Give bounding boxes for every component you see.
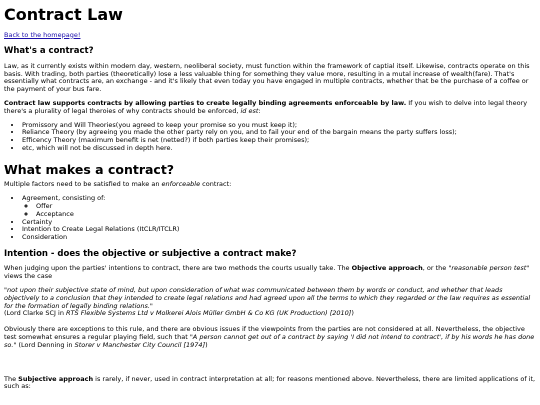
text: contract: — [200, 180, 232, 189]
text: Obviously there are exceptions to this rule, and there are obvious issues if the viewpoints from the parties are not considered at all. Nevertheless, the objective test somewhat ensures a regular playing field, such that — [4, 325, 525, 341]
italic-text: id est — [240, 106, 259, 115]
list-item-label: Agreement, consisting of: — [22, 194, 106, 203]
spacer — [4, 356, 536, 376]
text: ) — [351, 309, 354, 318]
list-item: • Intention to Create Legal Relations (ItCLR/ITCLR) — [22, 226, 536, 234]
list-item: • Reliance Theory (by agreeing you made the other party rely on you, and to fail your end of the bargain means the party suffers loss); — [22, 129, 536, 137]
list-item: • Consideration — [22, 234, 536, 242]
paragraph-contract-definition: Law, as it currently exists within modern day, western, neoliberal society, must function within the framework of captial itself. Likewise, contracts operate on this basis. With trading, both parties (theoretically) lose a less valuable thing for something they value more, resulting in a mutal increase of wealth(fare). That's essentially what contracts are, an exchange - and it's likely that even today you have engaged in multiple contracts, whether that be the purchase of a coffee or the payment of your bus fare. — [4, 61, 530, 94]
text: Multiple factors need to be satisfied to make an — [4, 180, 162, 189]
italic-text: Storer v Manchester City Council [1974] — [74, 340, 206, 349]
list-item: • Efficency Theory (maximum benefit is net (netted?) if both parties keep their promises); — [22, 137, 536, 145]
agreement-sublist — [22, 203, 536, 219]
paragraph-exceptions — [4, 326, 536, 349]
paragraph-factors-intro — [4, 181, 536, 189]
paragraph-contract-law-support — [4, 100, 536, 116]
text: When judging upon the parties' intentions to contract, there are two methods the courts usually take. The — [4, 264, 352, 273]
text: The — [4, 374, 19, 383]
italic-text: RTS Flexible Systems Ltd v Molkerei Alois Müller GmbH & Co KG (UK Production) [2010] — [66, 309, 352, 318]
list-item — [22, 195, 536, 218]
text: : — [258, 106, 261, 115]
text: is rarely, if never, used in contract interpretation at all; for reasons mentioned above. Nevertheless, there are limited applications of it, such as: — [4, 374, 536, 391]
back-to-homepage-link[interactable]: Back to the homepage! — [4, 30, 81, 39]
text: (Lord Denning in — [16, 340, 75, 349]
bold-text: Contract law supports contracts by allowing parties to create legally binding agreements enforceable by law. — [4, 98, 407, 107]
page-title: Contract Law — [4, 5, 123, 24]
section-heading-whats-a-contract: What's a contract? — [4, 46, 94, 57]
back-link-paragraph — [4, 32, 536, 40]
text: , or the — [422, 264, 449, 273]
bold-text: Objective approach — [351, 264, 423, 273]
italic-text: enforceable — [161, 180, 201, 189]
section-heading-what-makes-a-contract: What makes a contract? — [4, 161, 175, 177]
list-item: • Certainty — [22, 219, 536, 227]
sublist-item: ◦ Acceptance — [36, 211, 536, 219]
italic-text: "reasonable person test" — [448, 264, 530, 273]
quote-lord-clarke: "not upon their subjective state of mind, but upon consideration of what was communicated between them by words or conduct, and whether that leads objectively to a conclusion that they intended to create legal relations and had agreed upon all the terms to which they regarded or the law requires as essential for the formation of legally binding relations." — [4, 285, 531, 310]
italic-text: "A person cannot get out of a contract by saying 'I did not intend to contract', if by his words he has done so." — [4, 332, 535, 349]
paragraph-intention-methods — [4, 265, 536, 281]
sublist-item: ◦ Offer — [36, 203, 536, 211]
text: views the case — [4, 272, 53, 281]
citation-rts-flexible — [4, 310, 536, 318]
list-item: • etc, which will not be discussed in depth here. — [22, 145, 536, 153]
section-heading-intention: Intention - does the objective or subjective a contract make? — [4, 249, 297, 260]
bold-text: Subjective approach — [18, 374, 94, 383]
list-item: • Promissory and Will Theories(you agreed to keep your promise so you must keep it); — [22, 122, 536, 130]
text: (Lord Clarke SCJ in — [4, 309, 67, 318]
text: If you wish to delve into legal theory there's a plurality of legal theroies of why contracts should be enforced, — [4, 98, 528, 115]
text: ) — [205, 340, 208, 349]
theories-list — [4, 122, 536, 153]
factors-list — [4, 195, 536, 242]
paragraph-subjective-approach — [4, 376, 536, 392]
